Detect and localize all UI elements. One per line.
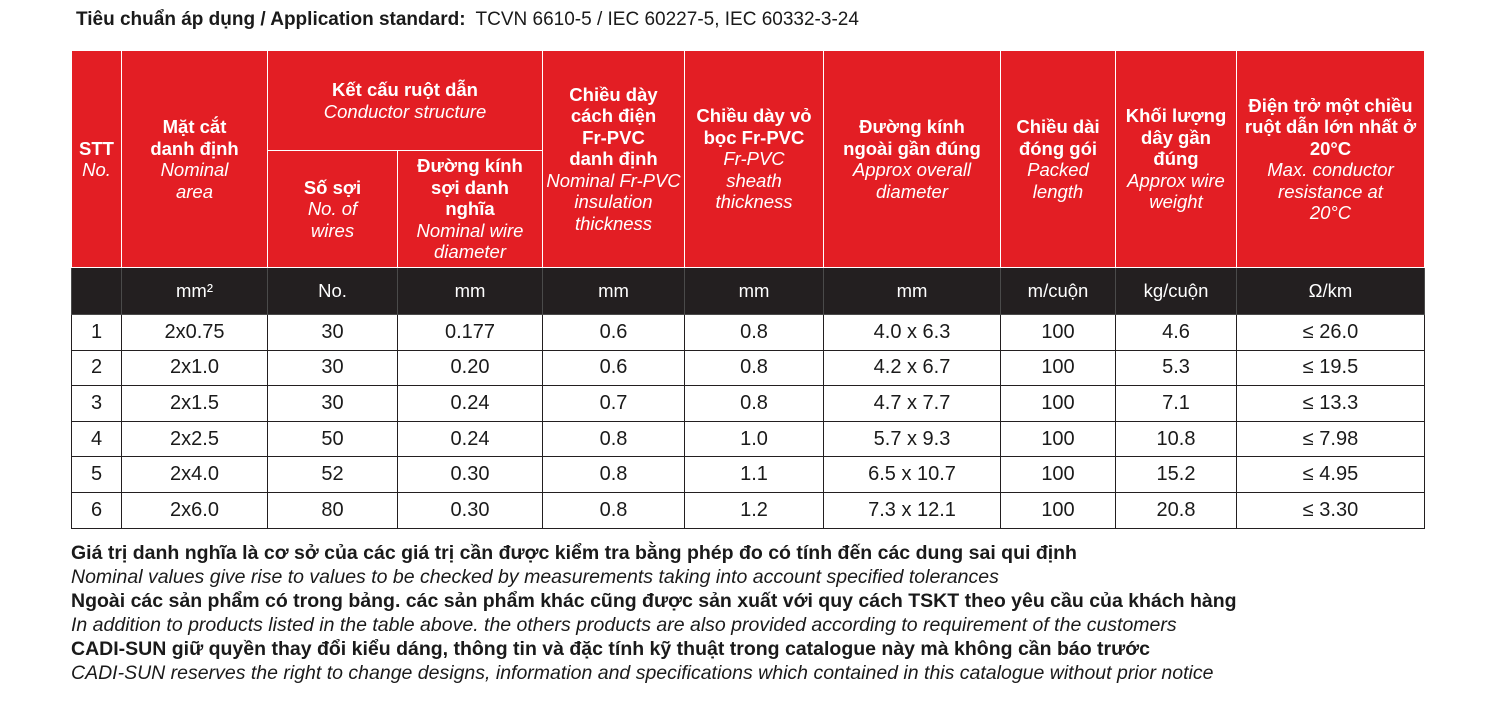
table-cell: 4.2 x 6.7 — [824, 350, 1001, 386]
table-cell: 0.30 — [398, 492, 543, 528]
table-row — [72, 350, 1425, 386]
unit-cell: mm — [824, 268, 1001, 315]
table-cell: 100 — [1001, 386, 1116, 422]
table-cell: 30 — [268, 315, 398, 351]
header-stt: STT No. — [72, 51, 122, 268]
header-sheath-thickness: Chiều dày vỏ bọc Fr-PVC Fr-PVC sheath thickness — [685, 51, 824, 268]
header-wire-weight: Khối lượng dây gần đúng Approx wire weight — [1116, 51, 1237, 268]
table-row — [72, 421, 1425, 457]
header-wire-diameter: Đường kính sợi danh nghĩa Nominal wire diameter — [398, 151, 543, 268]
table-cell: 80 — [268, 492, 398, 528]
table-row — [72, 386, 1425, 422]
table-cell: 0.8 — [685, 386, 824, 422]
table-cell: 2 — [72, 350, 122, 386]
table-cell: 2x1.5 — [122, 386, 268, 422]
units-row — [72, 268, 1425, 315]
table-row — [72, 315, 1425, 351]
table-cell: 0.177 — [398, 315, 543, 351]
table-cell: 1 — [72, 315, 122, 351]
note-2-vi: Ngoài các sản phẩm có trong bảng. các sản phẩm khác cũng được sản xuất với quy cách TSKT theo yêu cầu của khách hàng — [71, 590, 1237, 612]
unit-cell: Ω/km — [1237, 268, 1425, 315]
table-cell: 7.1 — [1116, 386, 1237, 422]
table-cell: 1.0 — [685, 421, 824, 457]
note-3-en: CADI-SUN reserves the right to change designs, information and specifications which contained in this catalogue without prior notice — [71, 662, 1214, 684]
unit-cell: kg/cuộn — [1116, 268, 1237, 315]
table-cell: 0.6 — [543, 350, 685, 386]
table-cell: 1.1 — [685, 457, 824, 493]
table-cell: 5.3 — [1116, 350, 1237, 386]
header-conductor-structure: Kết cấu ruột dẫn Conductor structure — [268, 51, 543, 151]
table-cell: ≤ 7.98 — [1237, 421, 1425, 457]
header-max-resistance: Điện trở một chiều ruột dẫn lớn nhất ở 20°C Max. conductor resistance at 20°C — [1237, 51, 1425, 268]
header-insulation-thickness: Chiều dày cách điện Fr-PVC danh định Nominal Fr-PVC insulation thickness — [543, 51, 685, 268]
note-3-vi: CADI-SUN giữ quyền thay đổi kiểu dáng, thông tin và đặc tính kỹ thuật trong catalogue này mà không cần báo trước — [71, 638, 1150, 660]
standard-value: TCVN 6610-5 / IEC 60227-5, IEC 60332-3-24 — [475, 9, 859, 30]
table-cell: 2x6.0 — [122, 492, 268, 528]
table-cell: 0.8 — [543, 492, 685, 528]
table-cell: ≤ 4.95 — [1237, 457, 1425, 493]
table-row — [72, 457, 1425, 493]
note-1-en: Nominal values give rise to values to be checked by measurements taking into account specified tolerances — [71, 566, 999, 588]
table-cell: 6.5 x 10.7 — [824, 457, 1001, 493]
table-cell: 30 — [268, 386, 398, 422]
unit-cell: No. — [268, 268, 398, 315]
notes — [71, 541, 1237, 685]
table-cell: 4.7 x 7.7 — [824, 386, 1001, 422]
unit-cell: mm — [685, 268, 824, 315]
table-cell: 2x0.75 — [122, 315, 268, 351]
table-cell: 0.24 — [398, 386, 543, 422]
table-cell: 0.20 — [398, 350, 543, 386]
table-cell: 0.8 — [685, 350, 824, 386]
table-cell: 2x4.0 — [122, 457, 268, 493]
table-body — [72, 315, 1425, 529]
table-cell: ≤ 13.3 — [1237, 386, 1425, 422]
table-cell: 100 — [1001, 421, 1116, 457]
table-cell: 5 — [72, 457, 122, 493]
table-cell: 30 — [268, 350, 398, 386]
table-cell: 100 — [1001, 457, 1116, 493]
unit-cell — [72, 268, 122, 315]
table-cell: 4.6 — [1116, 315, 1237, 351]
table-cell: ≤ 26.0 — [1237, 315, 1425, 351]
table-cell: 100 — [1001, 492, 1116, 528]
table-cell: 0.24 — [398, 421, 543, 457]
header-no-of-wires: Số sợi No. of wires — [268, 151, 398, 268]
table-cell: 0.6 — [543, 315, 685, 351]
table-cell: ≤ 3.30 — [1237, 492, 1425, 528]
header-packed-length: Chiều dài đóng gói Packed length — [1001, 51, 1116, 268]
table-cell: 0.8 — [685, 315, 824, 351]
table-cell: ≤ 19.5 — [1237, 350, 1425, 386]
table-row — [72, 492, 1425, 528]
standard-label: Tiêu chuẩn áp dụng / Application standard: — [76, 9, 466, 30]
table-cell: 52 — [268, 457, 398, 493]
unit-cell: mm — [398, 268, 543, 315]
unit-cell: mm² — [122, 268, 268, 315]
table-cell: 100 — [1001, 350, 1116, 386]
table-cell: 50 — [268, 421, 398, 457]
table-cell: 2x1.0 — [122, 350, 268, 386]
table-cell: 3 — [72, 386, 122, 422]
table-cell: 5.7 x 9.3 — [824, 421, 1001, 457]
table-cell: 100 — [1001, 315, 1116, 351]
table-cell: 15.2 — [1116, 457, 1237, 493]
table-cell: 4.0 x 6.3 — [824, 315, 1001, 351]
table-cell: 0.7 — [543, 386, 685, 422]
table-cell: 4 — [72, 421, 122, 457]
table-cell: 0.30 — [398, 457, 543, 493]
note-1-vi: Giá trị danh nghĩa là cơ sở của các giá trị cần được kiểm tra bằng phép đo có tính đến các dung sai qui định — [71, 542, 1077, 564]
table-cell: 6 — [72, 492, 122, 528]
application-standard — [76, 9, 859, 31]
header-nominal-area: Mặt cắt danh định Nominal area — [122, 51, 268, 268]
table-cell: 20.8 — [1116, 492, 1237, 528]
table-cell: 1.2 — [685, 492, 824, 528]
table-cell: 0.8 — [543, 421, 685, 457]
spec-table — [71, 50, 1425, 529]
unit-cell: m/cuộn — [1001, 268, 1116, 315]
table-cell: 2x2.5 — [122, 421, 268, 457]
unit-cell: mm — [543, 268, 685, 315]
table-cell: 10.8 — [1116, 421, 1237, 457]
header-overall-diameter: Đường kính ngoài gần đúng Approx overall diameter — [824, 51, 1001, 268]
table-cell: 7.3 x 12.1 — [824, 492, 1001, 528]
note-2-en: In addition to products listed in the table above. the others products are also provided according to requirement of the customers — [71, 614, 1177, 636]
table-cell: 0.8 — [543, 457, 685, 493]
